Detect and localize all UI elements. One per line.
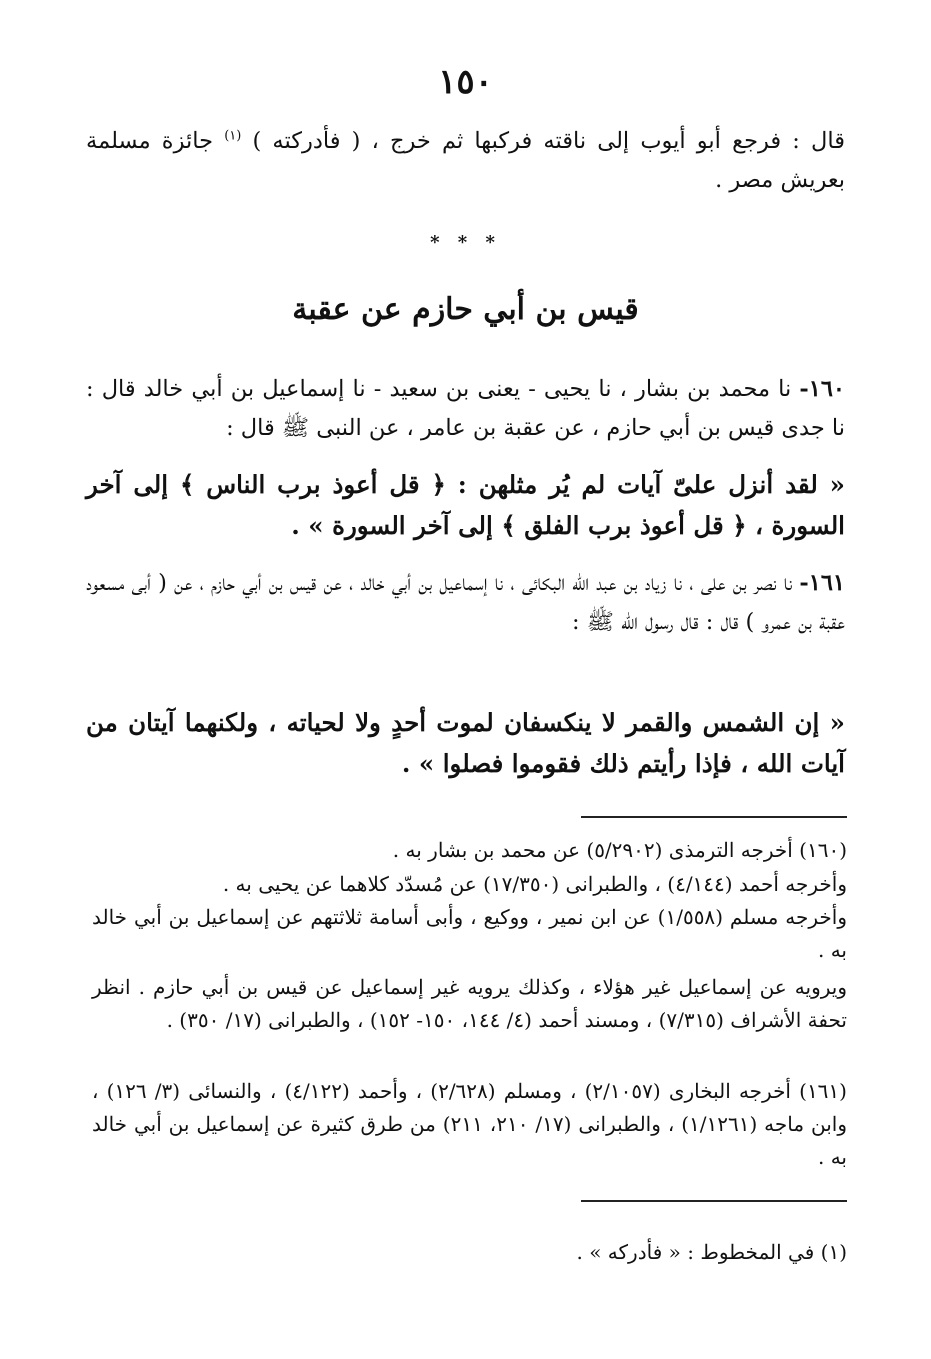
hadith-161-isnad (86, 564, 845, 642)
footnote-161: (١٦١) أخرجه البخارى (٢/١٠٥٧) ، ومسلم (٢/٦٢٨) ، وأحمد (٤/١٢٢) ، والنسائى (٣/ ١٢٦) ، وابن ماجه (١/١٢٦١) ، والطبرانى (١٧/ ٢١٠، ٢١١) من طرق كثيرة عن إسماعيل بن أبي خالد به . (92, 1079, 847, 1169)
footnote-160-b: وأخرجه أحمد (٤/١٤٤) ، والطبرانى (١٧/٣٥٠) عن مُسدّد كلاهما عن يحيى به . (222, 872, 847, 896)
intro-text-start: قال : فرجع أبو أيوب إلى ناقته فركبها ثم خرج ، ( فأدركته ) (241, 128, 845, 154)
intro-paragraph (86, 122, 845, 200)
page-footnote-divider (581, 1200, 847, 1202)
hadith-161-matn: « إن الشمس والقمر لا ينكسفان لموت أحدٍ ولا لحياته ، ولكنهما آيتان من آيات الله ، فإذا رأيتم ذلك فقوموا فصلوا » . (86, 708, 845, 778)
hadith-number-161: ١٦١- (799, 570, 845, 596)
footnote-160-c: وأخرجه مسلم (١/٥٥٨) عن ابن نمير ، ووكيع ، وأبى أسامة ثلاثتهم عن إسماعيل بن أبي خالد به . (92, 905, 847, 962)
section-separator: * * * (430, 232, 501, 253)
hadith-160-matn: « لقد أنزل علىّ آيات لم يُر مثلهن : ﴿ قل أعوذ برب الناس ﴾ إلى آخر السورة ، ﴿ قل أعوذ برب الفلق ﴾ إلى آخر السورة » . (86, 470, 845, 540)
footnote-divider (581, 816, 847, 818)
footnote-160-a: (١٦٠) أخرجه الترمذى (٥/٢٩٠٢) عن محمد بن بشار به . (392, 838, 847, 862)
footnote-160-d: ويرويه عن إسماعيل غير هؤلاء ، وكذلك يرويه غير إسماعيل عن قيس بن أبي حازم . انظر تحفة الأشراف (٧/٣١٥) ، ومسند أحمد (٤/ ١٤٤، ١٥٠- ١٥٢) ، والطبرانى (١٧/ ٣٥٠) . (92, 975, 847, 1032)
hadith-160-chain: نا محمد بن بشار ، نا يحيى - يعنى بن سعيد - نا إسماعيل بن أبي خالد قال : نا جدى قيس بن أبي حازم ، عن عقبة بن عامر ، عن النبى ﷺ قال : (86, 376, 845, 441)
page-footnote: (١) في المخطوط : « فأدركه » . (576, 1240, 847, 1264)
footnote-marker: (١) (224, 128, 242, 144)
chapter-heading: قيس بن أبي حازم عن عقبة (292, 292, 639, 327)
page-number: ١٥٠ (438, 62, 493, 102)
hadith-160-isnad (86, 370, 845, 448)
intro-text-end: جائزة مسلمة بعريش مصر . (86, 128, 845, 193)
hadith-161-chain: نا نصر بن على ، نا زياد بن عبد الله البكائى ، نا إسماعيل بن أبي خالد ، عن قيس بن أبي حازم ، عن ( أبى مسعود عقبة بن عمرو ) قال : قال رسول الله ﷺ : (86, 570, 845, 635)
hadith-number-160: ١٦٠- (799, 376, 845, 402)
